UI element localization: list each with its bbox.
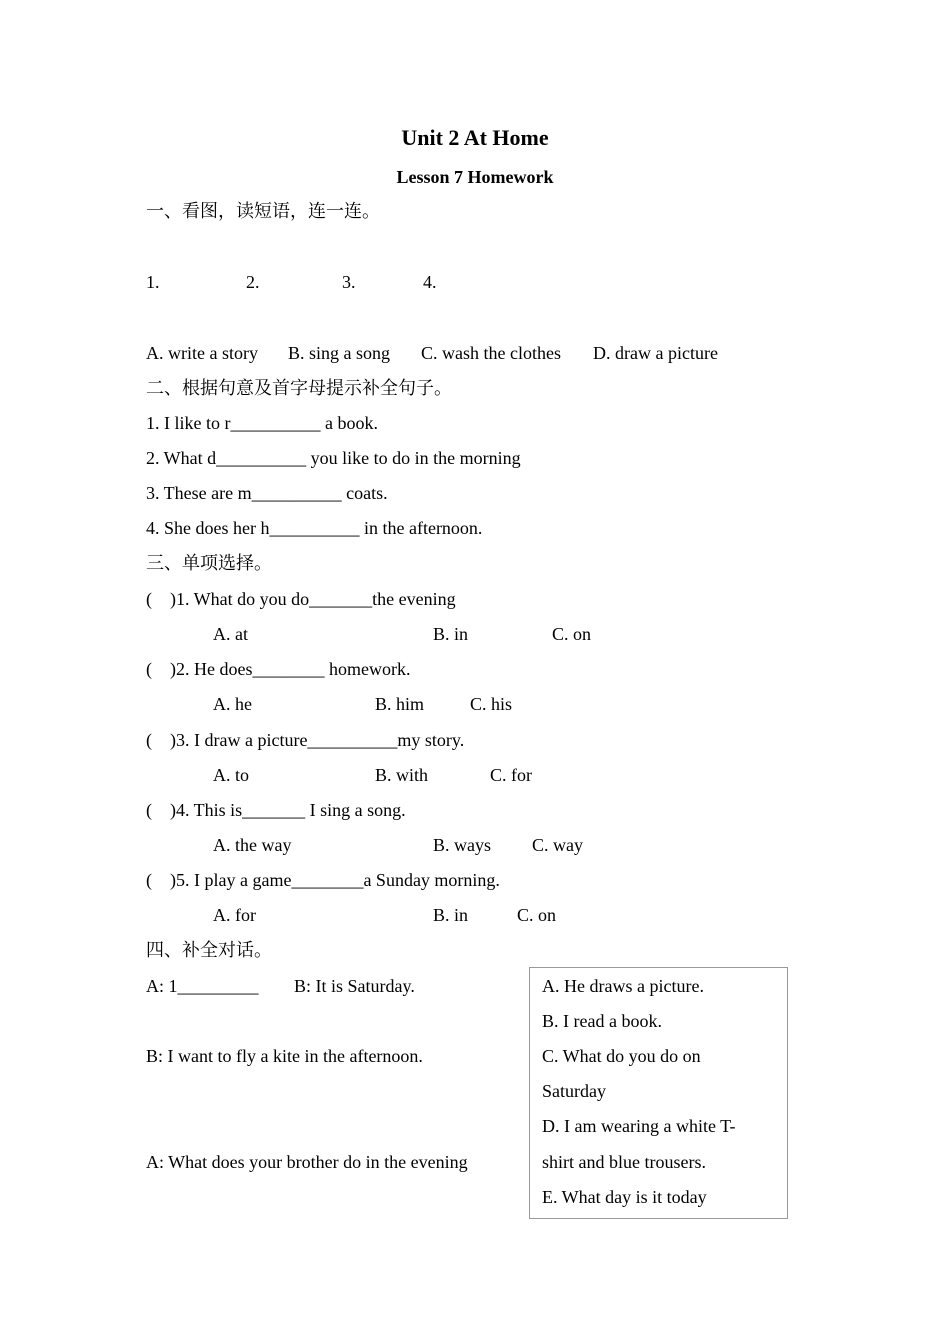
phrase-option-c: C. wash the clothes [421,343,561,363]
choice-question-2: ( )2. He does________ homework. [146,659,411,679]
picture-number-2: 2. [246,272,260,292]
choice-5-option-a: A. for [213,905,256,925]
answer-option-c-line1: C. What do you do on [542,1046,701,1066]
choice-5-option-c: C. on [517,905,557,925]
fill-sentence-3: 3. These are m__________ coats. [146,483,388,503]
section3-heading: 三、单项选择。 [146,553,272,573]
fill-sentence-4: 4. She does her h__________ in the afternoon. [146,518,483,538]
choice-1-option-a: A. at [213,624,248,644]
fill-sentence-2: 2. What d__________ you like to do in the morning [146,448,521,468]
fill-sentence-1: 1. I like to r__________ a book. [146,413,378,433]
choice-3-option-c: C. for [490,765,532,785]
choice-question-1: ( )1. What do you do_______the evening [146,589,456,609]
phrase-option-d: D. draw a picture [593,343,718,363]
choice-4-option-a: A. the way [213,835,292,855]
answer-option-c-line2: Saturday [542,1081,606,1101]
choice-4-option-c: C. way [532,835,583,855]
choice-2-option-b: B. him [375,694,425,714]
answer-option-b: B. I read a book. [542,1011,662,1031]
dialogue-line-2: B: I want to fly a kite in the afternoon. [146,1046,423,1066]
answer-options-box [529,967,788,1219]
choice-3-option-b: B. with [375,765,429,785]
section2-heading: 二、根据句意及首字母提示补全句子。 [146,378,452,398]
choice-question-4: ( )4. This is_______ I sing a song. [146,800,406,820]
choice-4-option-b: B. ways [433,835,491,855]
section1-heading: 一、看图，读短语，连一连。 [146,201,380,221]
phrase-option-a: A. write a story [146,343,258,363]
picture-number-1: 1. [146,272,160,292]
choice-1-option-b: B. in [433,624,469,644]
dialogue-line-3: A: What does your brother do in the evening [146,1152,468,1172]
answer-option-a: A. He draws a picture. [542,976,704,996]
choice-question-3: ( )3. I draw a picture__________my story. [146,730,465,750]
page-subtitle: Lesson 7 Homework [396,167,554,187]
answer-option-e: E. What day is it today [542,1187,707,1207]
choice-1-option-c: C. on [552,624,592,644]
phrase-option-b: B. sing a song [288,343,391,363]
choice-5-option-b: B. in [433,905,469,925]
picture-number-4: 4. [423,272,437,292]
answer-option-d-line2: shirt and blue trousers. [542,1152,706,1172]
choice-2-option-c: C. his [470,694,513,714]
choice-3-option-a: A. to [213,765,249,785]
choice-question-5: ( )5. I play a game________a Sunday morning. [146,870,500,890]
dialogue-line-1a: A: 1_________ [146,976,259,996]
page-title: Unit 2 At Home [401,125,549,150]
picture-number-3: 3. [342,272,356,292]
choice-2-option-a: A. he [213,694,252,714]
section4-heading: 四、补全对话。 [146,940,272,960]
answer-option-d-line1: D. I am wearing a white T- [542,1116,736,1136]
dialogue-line-1b: B: It is Saturday. [294,976,415,996]
